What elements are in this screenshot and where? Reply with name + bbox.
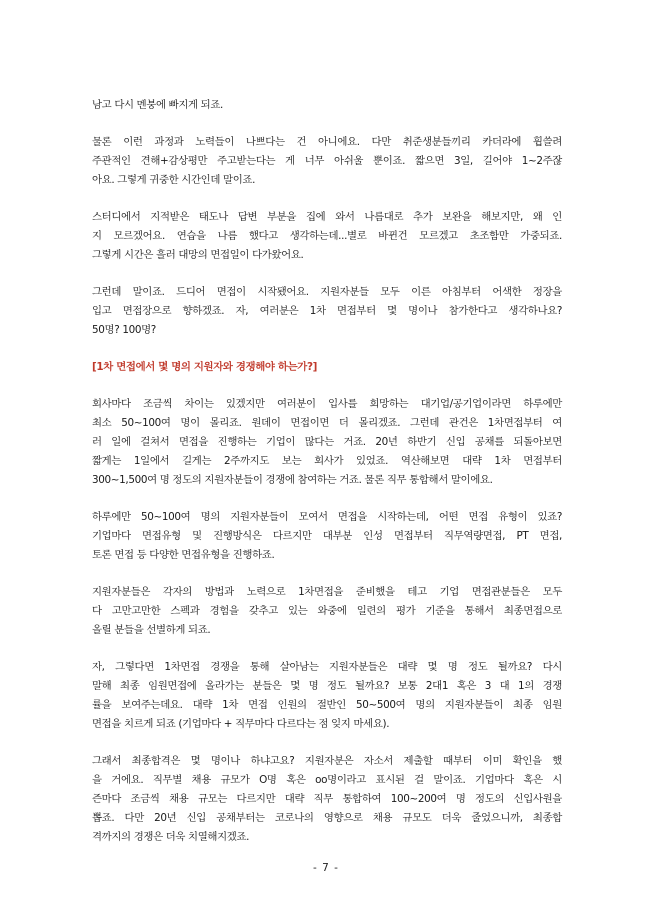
paragraph-p5 xyxy=(92,395,562,490)
section-paragraphs xyxy=(92,395,562,847)
text-line: 격까지의 경쟁은 더욱 치열해지겠죠. xyxy=(92,831,250,843)
paragraph-p4 xyxy=(92,283,562,340)
document-body xyxy=(92,96,562,865)
text-line: 지 모르겠어요. 연습을 나름 했다고 생각하는데...별로 바뀐건 모르겠고 초조함만 가중되죠. xyxy=(92,230,562,242)
paragraph-p6 xyxy=(92,508,562,565)
text-line: 하루에만 50~100여 명의 지원자분들이 모여서 면접을 시작하는데, 어떤 면접 유형이 있죠? xyxy=(92,511,562,523)
paragraph-p3 xyxy=(92,208,562,265)
text-line: 입고 면접장으로 향하겠죠. 자, 여러분은 1차 면접부터 몇 명이나 참가한다고 생각하나요? xyxy=(92,305,562,317)
text-line: 을 거에요. 직무별 채용 규모가 O명 혹은 oo명이라고 표시된 걸 말이죠. 기업마다 혹은 시 xyxy=(92,774,562,786)
text-line: 자, 그렇다면 1차면접 경쟁을 통해 살아남는 지원자분들은 대략 몇 명 정도 될까요? 다시 xyxy=(92,661,562,673)
page-number: - 7 - xyxy=(313,862,339,874)
text-line: 그렇게 시간은 흘러 대망의 면접일이 다가왔어요. xyxy=(92,249,304,261)
text-line: 그래서 최종합격은 몇 명이나 하냐고요? 지원자분은 자소서 제출할 때부터 이미 확인을 했 xyxy=(92,755,562,767)
section-heading: [1차 면접에서 몇 명의 지원자와 경쟁해야 하는가?] xyxy=(92,361,318,373)
text-line: 말해 최종 임원면접에 올라가는 분들은 몇 명 정도 될까요? 보통 2대1 혹은 3 대 1의 경쟁 xyxy=(92,680,562,692)
text-line: 올릴 분들을 선별하게 되죠. xyxy=(92,624,211,636)
text-line: 다 고만고만한 스펙과 경험을 갖추고 있는 와중에 일련의 평가 기준을 통해서 최종면접으로 xyxy=(92,605,562,617)
paragraph-p2 xyxy=(92,133,562,190)
text-line: 물론 이런 과정과 노력들이 나쁘다는 건 아니에요. 다만 취준생분들끼리 카더라에 휩쓸려 xyxy=(92,136,562,148)
paragraph-p7 xyxy=(92,583,562,640)
text-line: 최소 50~100여 명이 몰리죠. 원데이 면접이면 더 몰리겠죠. 그런데 관건은 1차면접부터 여 xyxy=(92,417,562,429)
text-line: 면접을 치르게 되죠 (기업마다 + 직무마다 다르다는 점 잊지 마세요). xyxy=(92,718,390,730)
text-line: 주관적인 견해+감상평만 주고받는다는 게 너무 아쉬울 뿐이죠. 짧으면 3일, 길어야 1~2주잖 xyxy=(92,155,562,167)
text-line: 토론 면접 등 다양한 면접유형을 진행하죠. xyxy=(92,549,275,561)
intro-paragraphs xyxy=(92,96,562,340)
text-line: 50명? 100명? xyxy=(92,324,156,336)
paragraph-p1 xyxy=(92,96,562,115)
text-line: 남고 다시 멘붕에 빠지게 되죠. xyxy=(92,99,224,111)
text-line: 러 일에 걸쳐서 면접을 진행하는 기업이 많다는 거죠. 20년 하반기 신입 공채를 되돌아보면 xyxy=(92,436,562,448)
paragraph-p8 xyxy=(92,658,562,734)
text-line: 회사마다 조금씩 차이는 있겠지만 여러분이 입사를 희망하는 대기업/공기업이라면 하루에만 xyxy=(92,398,562,410)
text-line: 짧게는 1일에서 길게는 2주까지도 보는 회사가 있었죠. 역산해보면 대략 1차 면접부터 xyxy=(92,455,562,467)
text-line: 기업마다 면접유형 및 진행방식은 다르지만 대부분 인성 면접부터 직무역량면접, PT 면접, xyxy=(92,530,562,542)
paragraph-p9 xyxy=(92,752,562,847)
text-line: 그런데 말이죠. 드디어 면접이 시작됐어요. 지원자분들 모두 이른 아침부터 어색한 정장을 xyxy=(92,286,562,298)
text-line: 300~1,500여 명 정도의 지원자분들이 경쟁에 참여하는 거죠. 물론 직무 통합해서 말이에요. xyxy=(92,474,493,486)
text-line: 지원자분들은 각자의 방법과 노력으로 1차면접을 준비했을 테고 기업 면접관분들은 모두 xyxy=(92,586,562,598)
text-line: 스터디에서 지적받은 태도나 답변 부분을 집에 와서 나름대로 추가 보완을 해보지만, 왜 인 xyxy=(92,211,562,223)
text-line: 률을 보여주는데요. 대략 1차 면접 인원의 절반인 50~500여 명의 지원자분들이 최종 임원 xyxy=(92,699,562,711)
text-line: 뽑죠. 다만 20년 신입 공채부터는 코로나의 영향으로 채용 규모도 더욱 줄었으니까, 최종합 xyxy=(92,812,562,824)
text-line: 즌마다 조금씩 채용 규모는 다르지만 대략 직무 통합하여 100~200여 명 정도의 신입사원을 xyxy=(92,793,562,805)
text-line: 아요. 그렇게 귀중한 시간인데 말이죠. xyxy=(92,174,256,186)
